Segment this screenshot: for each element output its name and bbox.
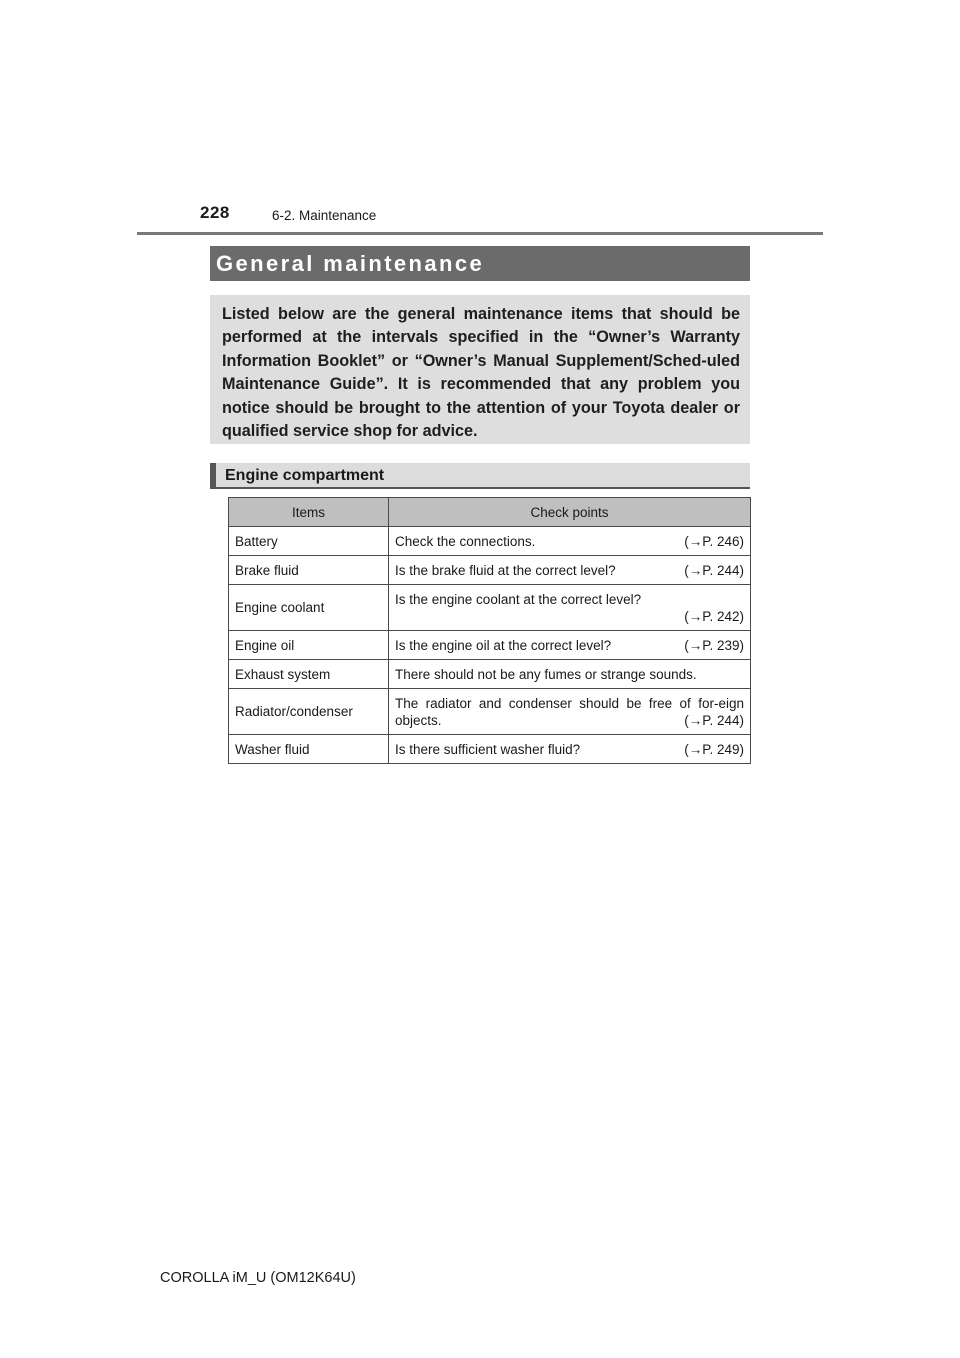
- check-text: Check the connections.: [395, 533, 536, 549]
- section-breadcrumb: 6-2. Maintenance: [272, 208, 377, 223]
- check-text: Is the brake fluid at the correct level?: [395, 562, 616, 578]
- page-reference: (→P. 249): [684, 741, 744, 757]
- subsection-heading: [210, 463, 750, 489]
- page-reference: (→P. 244): [684, 562, 744, 578]
- item-cell: Engine coolant: [229, 585, 389, 631]
- table-row: [229, 631, 751, 660]
- page-reference: (→P. 242): [684, 608, 744, 624]
- maintenance-table: [228, 497, 751, 764]
- check-cell: [389, 631, 751, 660]
- page-reference: (→P. 244): [680, 712, 744, 729]
- section-title-bar: [210, 246, 750, 281]
- table-row: [229, 556, 751, 585]
- check-cell: [389, 556, 751, 585]
- check-cell: [389, 527, 751, 556]
- subsection-title: Engine compartment: [225, 467, 385, 484]
- item-cell: Radiator/condenser: [229, 689, 389, 735]
- check-cell: [389, 585, 751, 631]
- check-text: There should not be any fumes or strange sounds.: [395, 666, 697, 682]
- footer-model-code: COROLLA iM_U (OM12K64U): [160, 1270, 356, 1286]
- page-number: 228: [200, 203, 230, 222]
- header-divider: [137, 232, 823, 235]
- item-cell: Engine oil: [229, 631, 389, 660]
- intro-paragraph: Listed below are the general maintenance items that should be performed at the intervals specified in the “Owner’s Warranty Information Booklet” or “Owner’s Manual Supplement/Sched-uled Maintenance Guide”. It is recommended that any problem you notice should be brought to the attention of your Toyota dealer or qualified service shop for advice.: [222, 305, 740, 441]
- check-text: Is there sufficient washer fluid?: [395, 741, 581, 757]
- item-cell: Brake fluid: [229, 556, 389, 585]
- item-cell: Washer fluid: [229, 735, 389, 764]
- table-row: [229, 689, 751, 735]
- intro-box: [210, 295, 750, 444]
- check-text: The radiator and condenser should be free of for-eign objects.: [395, 695, 744, 728]
- check-cell: [389, 735, 751, 764]
- table-row: [229, 735, 751, 764]
- table-row: [229, 527, 751, 556]
- check-text: Is the engine coolant at the correct level?: [395, 591, 642, 607]
- table-header-row: [229, 498, 751, 527]
- check-cell: [389, 689, 751, 735]
- page-reference: (→P. 239): [684, 637, 744, 653]
- column-header-check-points: Check points: [389, 498, 751, 527]
- column-header-items: Items: [229, 498, 389, 527]
- page-reference: (→P. 246): [684, 533, 744, 549]
- page-title: General maintenance: [216, 251, 485, 276]
- check-text: Is the engine oil at the correct level?: [395, 637, 612, 653]
- page-header: [0, 0, 960, 240]
- table-row: [229, 660, 751, 689]
- check-cell: [389, 660, 751, 689]
- item-cell: Battery: [229, 527, 389, 556]
- item-cell: Exhaust system: [229, 660, 389, 689]
- table-row: [229, 585, 751, 631]
